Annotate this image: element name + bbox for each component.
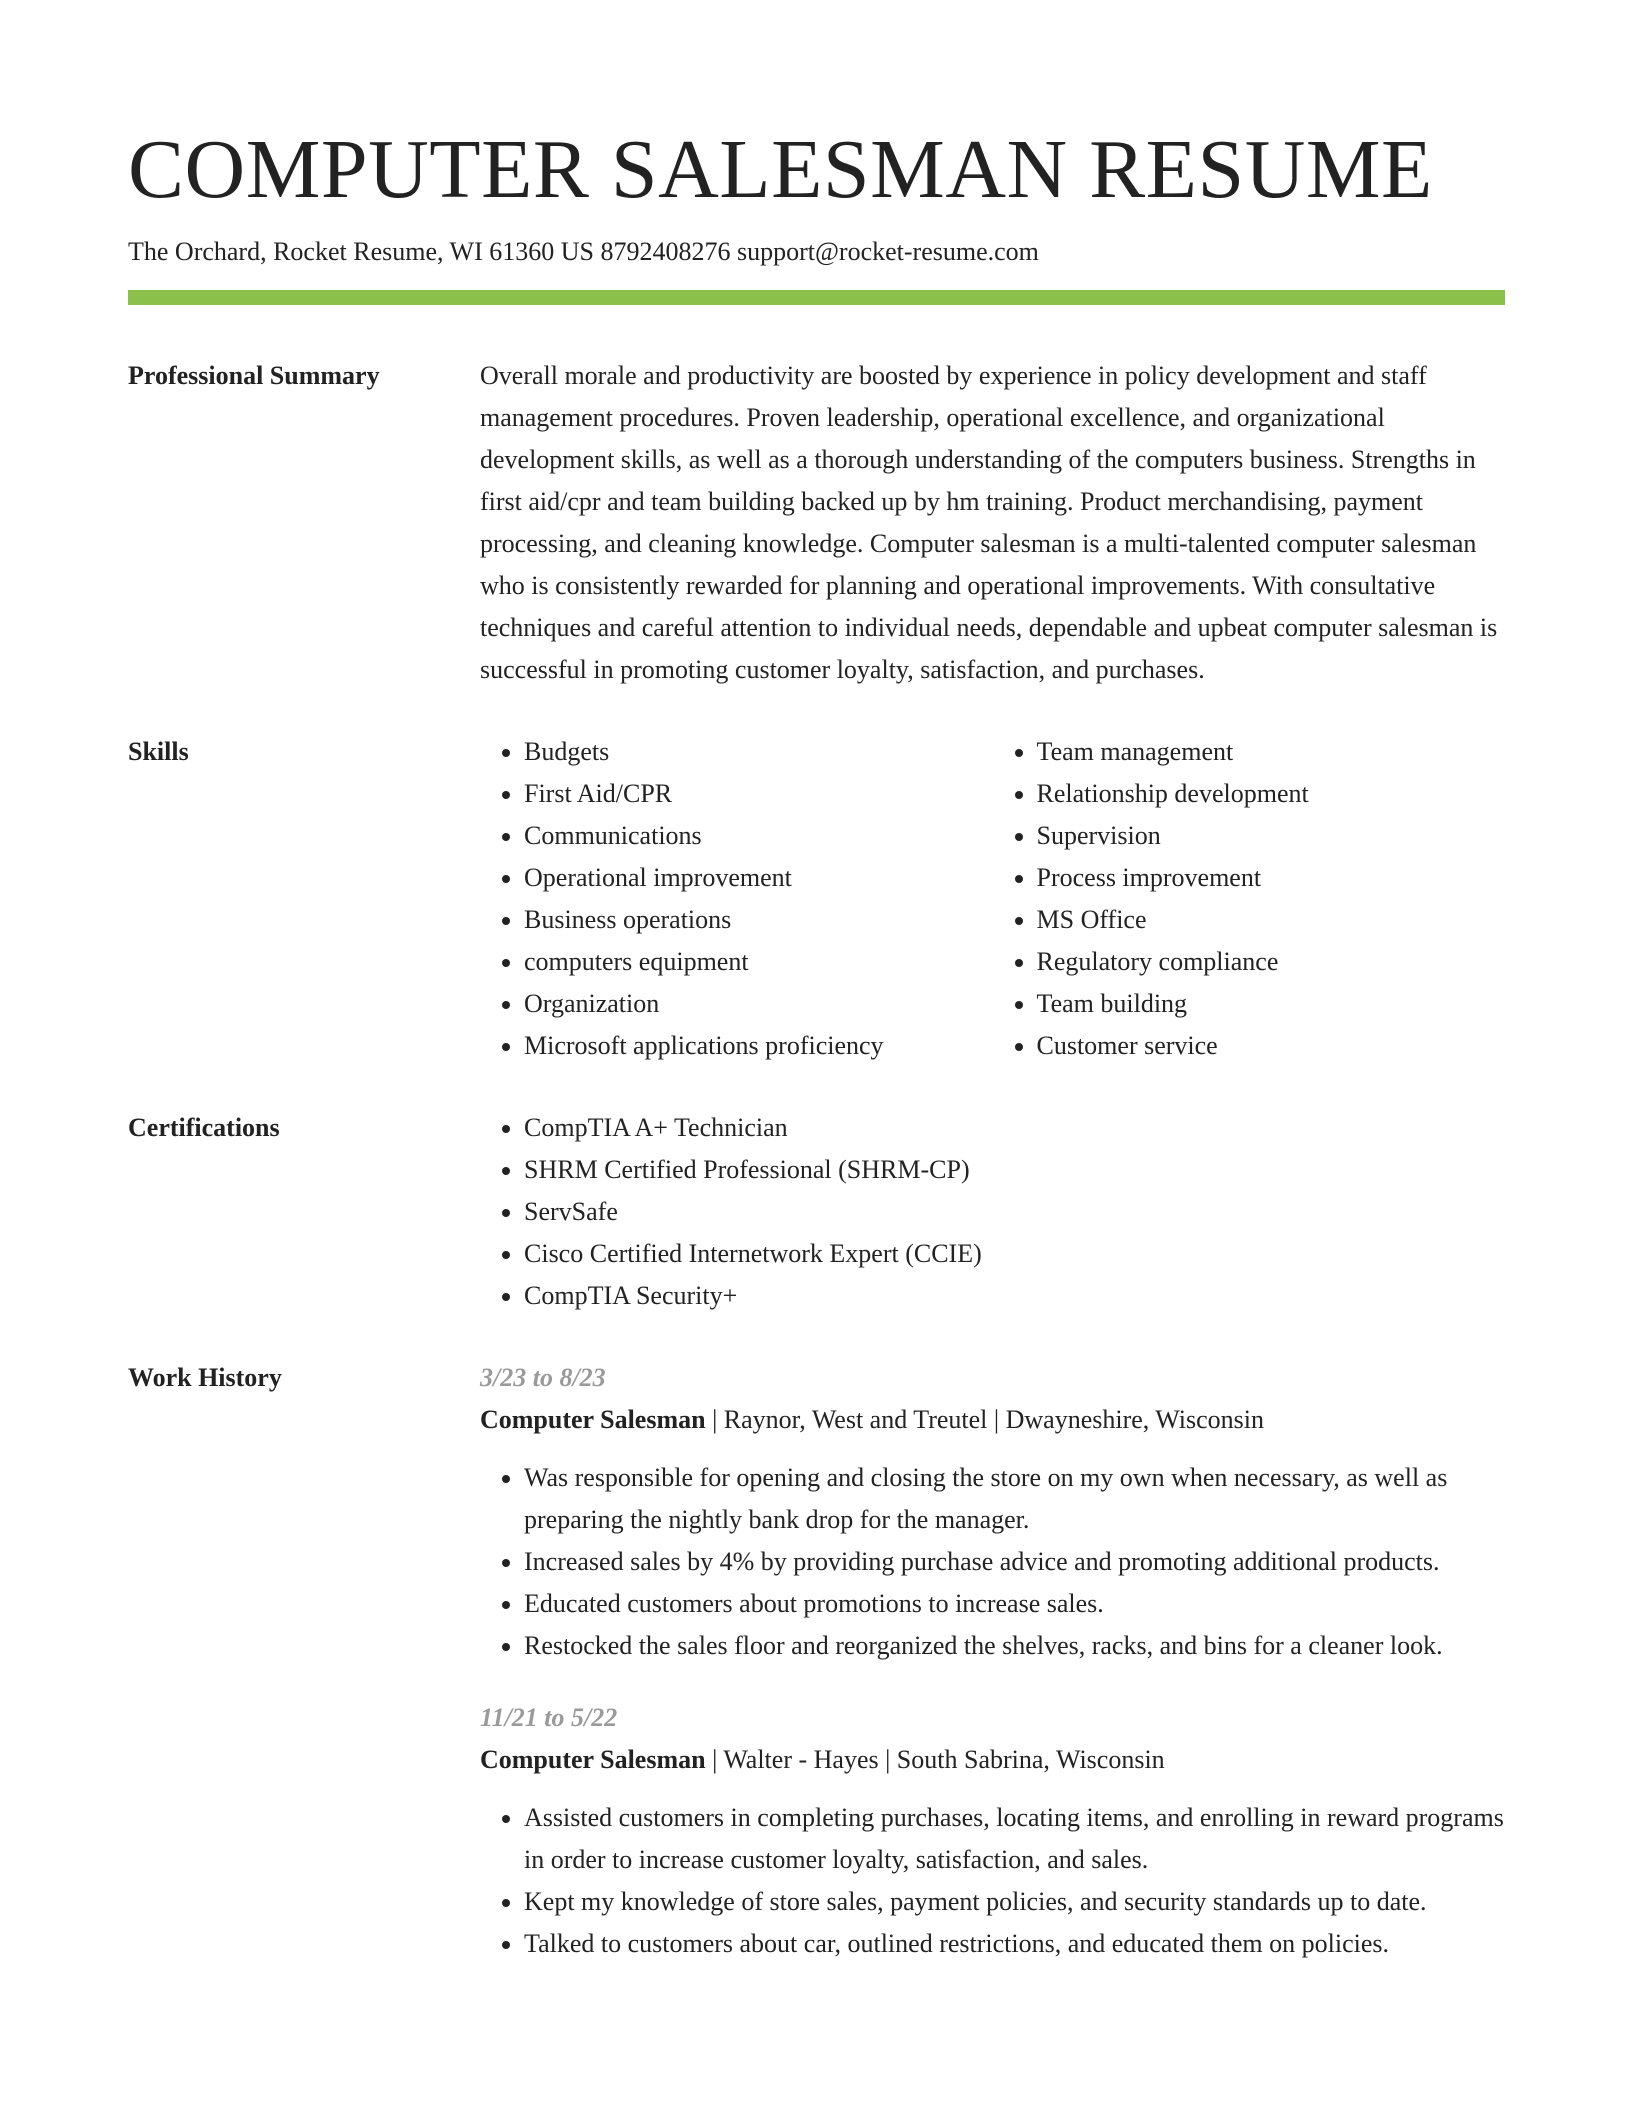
job-bullet: • Restocked the sales floor and reorganized the shelves, racks, and bins for a cleaner look.: [524, 1625, 1505, 1667]
job-bullet: • Increased sales by 4% by providing purchase advice and promoting additional products.: [524, 1541, 1505, 1583]
job-title: Computer Salesman: [480, 1745, 706, 1774]
skill-item: • Process improvement: [1037, 857, 1506, 899]
job-dates: 11/21 to 5/22: [480, 1703, 618, 1732]
summary-section: [128, 355, 1505, 691]
job-bullet: • Was responsible for opening and closing the store on my own when necessary, as well as preparing the nightly bank drop for the manager.: [524, 1457, 1505, 1541]
job-heading: [480, 1739, 1505, 1781]
certifications-heading: Certifications: [128, 1113, 280, 1142]
certification-item: • Cisco Certified Internetwork Expert (CCIE): [524, 1233, 1505, 1275]
job-details: | Walter - Hayes | South Sabrina, Wisconsin: [705, 1745, 1165, 1774]
job-bullet: • Assisted customers in completing purchases, locating items, and enrolling in reward programs in order to increase customer loyalty, satisfaction, and sales.: [524, 1797, 1505, 1881]
skill-item: • computers equipment: [524, 941, 993, 983]
certification-item: • CompTIA Security+: [524, 1275, 1505, 1317]
job-bullet: • Kept my knowledge of store sales, payment policies, and security standards up to date.: [524, 1881, 1505, 1923]
certification-item: • CompTIA A+ Technician: [524, 1107, 1505, 1149]
skills-heading: Skills: [128, 737, 189, 766]
job-bullet: • Talked to customers about car, outlined restrictions, and educated them on policies.: [524, 1923, 1505, 1965]
resume-title: COMPUTER SALESMAN RESUME: [128, 123, 1433, 216]
skill-item: • Team building: [1037, 983, 1506, 1025]
job-bullet: • Educated customers about promotions to increase sales.: [524, 1583, 1505, 1625]
skills-list-left: [480, 731, 993, 1067]
skills-section: [128, 731, 1505, 1067]
work-history-section: [128, 1357, 1505, 1965]
job-details: | Raynor, West and Treutel | Dwayneshire, Wisconsin: [705, 1405, 1265, 1434]
skill-item: • Team management: [1037, 731, 1506, 773]
skill-item: • Microsoft applications proficiency: [524, 1025, 993, 1067]
certifications-section: [128, 1107, 1505, 1317]
job-dates: 3/23 to 8/23: [480, 1363, 606, 1392]
skills-list-right: [993, 731, 1506, 1067]
skill-item: • Relationship development: [1037, 773, 1506, 815]
skill-item: • Business operations: [524, 899, 993, 941]
summary-text: Overall morale and productivity are boosted by experience in policy development and staff management procedures. Proven leadership, operational excellence, and organizational development skills, as well as a thorough understanding of the computers business. Strengths in first aid/cpr and team building backed up by hm training. Product merchandising, payment processing, and cleaning knowledge. Computer salesman is a multi-talented computer salesman who is consistently rewarded for planning and operational improvements. With consultative techniques and careful attention to individual needs, dependable and upbeat computer salesman is successful in promoting customer loyalty, satisfaction, and purchases.: [480, 361, 1498, 684]
skill-item: • Regulatory compliance: [1037, 941, 1506, 983]
skill-item: • Communications: [524, 815, 993, 857]
skill-item: • MS Office: [1037, 899, 1506, 941]
certification-item: • ServSafe: [524, 1191, 1505, 1233]
skill-item: • Customer service: [1037, 1025, 1506, 1067]
accent-divider: [128, 290, 1505, 305]
contact-line: The Orchard, Rocket Resume, WI 61360 US 8792408276 support@rocket-resume.com: [128, 237, 1039, 266]
skill-item: • Organization: [524, 983, 993, 1025]
certification-item: • SHRM Certified Professional (SHRM-CP): [524, 1149, 1505, 1191]
job-title: Computer Salesman: [480, 1405, 706, 1434]
certifications-list: [480, 1107, 1505, 1317]
resume-page: [128, 118, 1505, 1965]
skill-item: • Operational improvement: [524, 857, 993, 899]
skill-item: • Budgets: [524, 731, 993, 773]
work-history-heading: Work History: [128, 1363, 282, 1392]
job-entry: [480, 1357, 1505, 1667]
job-bullets: [480, 1457, 1505, 1667]
job-entry: [480, 1697, 1505, 1965]
job-bullets: [480, 1797, 1505, 1965]
job-heading: [480, 1399, 1505, 1441]
skill-item: • Supervision: [1037, 815, 1506, 857]
summary-heading: Professional Summary: [128, 361, 380, 390]
skill-item: • First Aid/CPR: [524, 773, 993, 815]
